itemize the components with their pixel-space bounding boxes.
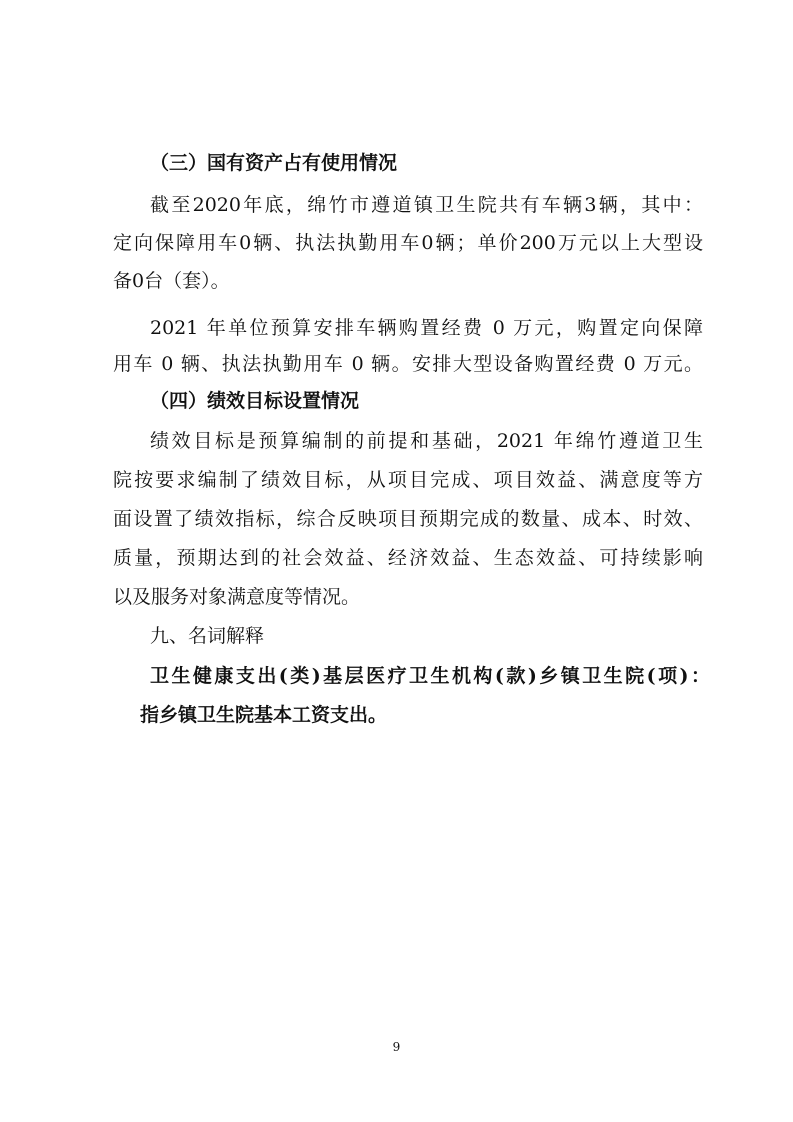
glossary-definition-line: 指乡镇卫生院基本工资支出。 <box>140 704 388 726</box>
section-heading-assets: （三）国有资产占有使用情况 <box>150 152 398 174</box>
paragraph-line: 以及服务对象满意度等情况。 <box>113 586 361 608</box>
page-number: 9 <box>392 1040 401 1054</box>
section-heading-performance: （四）绩效目标设置情况 <box>150 390 360 412</box>
glossary-term-line: 卫生健康支出(类)基层医疗卫生机构(款)乡镇卫生院(项)： <box>150 665 710 687</box>
paragraph-line: 用车 0 辆、执法执勤用车 0 辆。安排大型设备购置经费 0 万元。 <box>113 353 703 375</box>
paragraph-line: 定向保障用车0辆、执法执勤用车0辆；单价200万元以上大型设 <box>113 232 703 254</box>
paragraph-line: 2021 年单位预算安排车辆购置经费 0 万元，购置定向保障 <box>150 317 703 339</box>
section-heading-glossary: 九、名词解释 <box>150 625 265 647</box>
paragraph-line: 备0台（套）。 <box>113 270 230 292</box>
paragraph-line: 质量，预期达到的社会效益、经济效益、生态效益、可持续影响 <box>113 547 703 569</box>
paragraph-line: 面设置了绩效指标，综合反映项目预期完成的数量、成本、时效、 <box>113 508 703 530</box>
paragraph-line: 截至2020年底，绵竹市遵道镇卫生院共有车辆3辆，其中： <box>150 194 703 216</box>
paragraph-line: 院按要求编制了绩效目标，从项目完成、项目效益、满意度等方 <box>113 469 703 491</box>
paragraph-line: 绩效目标是预算编制的前提和基础，2021 年绵竹遵道卫生 <box>150 430 703 452</box>
